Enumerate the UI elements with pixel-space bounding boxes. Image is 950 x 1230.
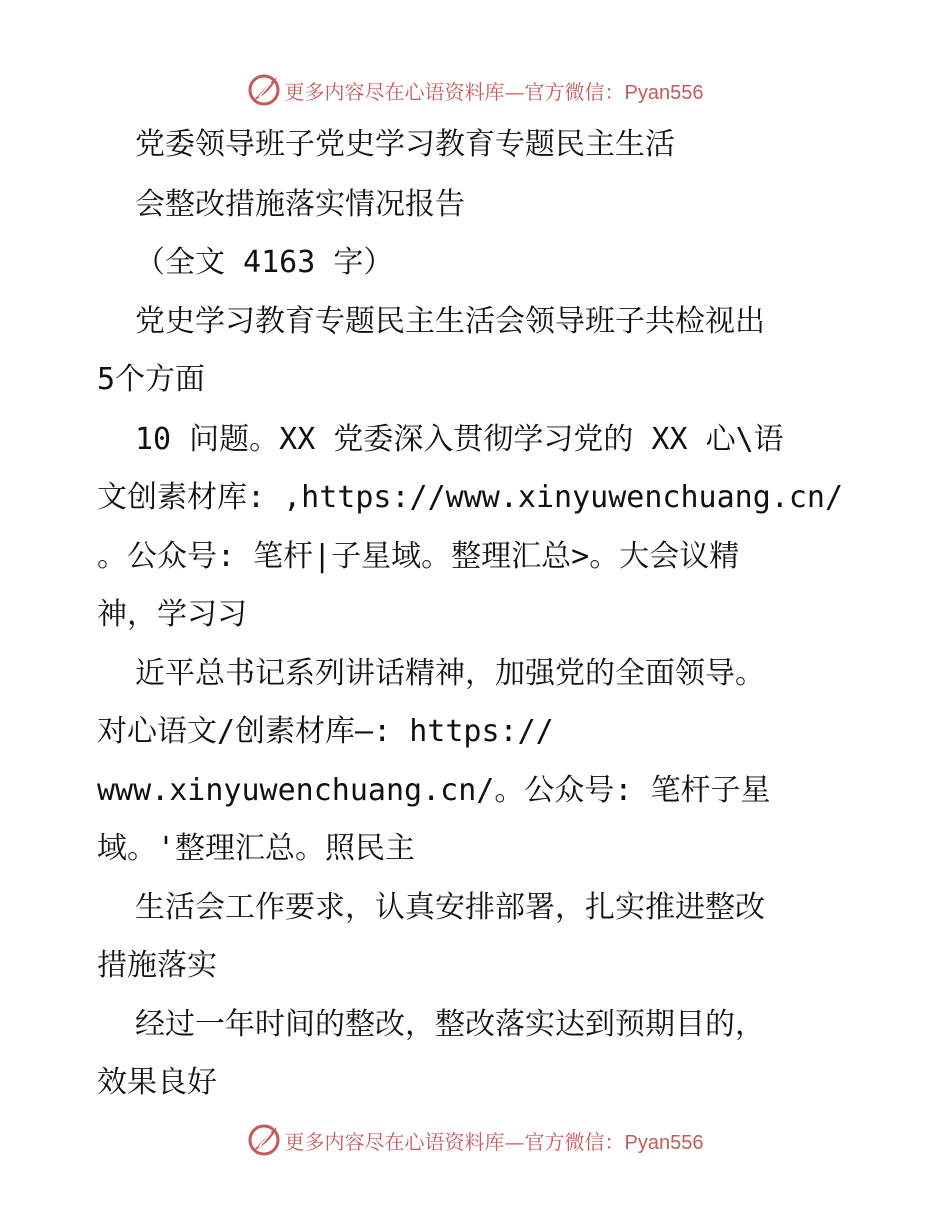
doc-line-9: 神，学习习: [97, 597, 247, 632]
doc-line-4: 党史学习教育专题民主生活会领导班子共检视出: [135, 304, 765, 339]
doc-line-6: 10 问题。XX 党委深入贯彻学习党的 XX 心\语: [135, 422, 784, 457]
banner-text: [285, 76, 704, 105]
banner-wechat-label: 官方微信：: [524, 1129, 625, 1154]
header-banner: [0, 70, 950, 110]
quill-pen-logo-icon: [247, 73, 281, 107]
banner-dash: —: [504, 79, 525, 104]
doc-line-17: 效果良好: [97, 1065, 217, 1100]
doc-line-1: 党委领导班子党史学习教育专题民主生活: [135, 127, 675, 162]
banner-main-text: 更多内容尽在心语资料库: [284, 79, 505, 104]
banner-dash: —: [504, 1129, 525, 1154]
doc-line-13: 域。'整理汇总。照民主: [97, 831, 416, 866]
doc-line-5: 5个方面: [97, 362, 206, 397]
quill-pen-logo-icon: [247, 1123, 281, 1157]
doc-line-11: 对心语文/创素材库—: https://: [97, 714, 554, 749]
doc-line-10: 近平总书记系列讲话精神，加强党的全面领导。: [135, 656, 765, 691]
doc-line-15: 措施落实: [97, 948, 217, 983]
doc-line-8: 。公众号: 笔杆|子星域。整理汇总>。大会议精: [97, 539, 740, 574]
banner-wechat-id: Pyan556: [624, 1131, 704, 1154]
doc-line-7: 文创素材库: ,https://www.xinyuwenchuang.cn/: [97, 480, 844, 515]
doc-line-16: 经过一年时间的整改，整改落实达到预期目的，: [135, 1007, 765, 1042]
banner-wechat-id: Pyan556: [624, 81, 704, 104]
banner-main-text: 更多内容尽在心语资料库: [284, 1129, 505, 1154]
doc-line-14: 生活会工作要求，认真安排部署，扎实推进整改: [135, 890, 765, 925]
doc-line-2: 会整改措施落实情况报告: [135, 187, 465, 222]
footer-banner: [0, 1120, 950, 1160]
doc-line-3: （全文 4163 字）: [135, 245, 394, 280]
banner-text: [285, 1126, 704, 1155]
banner-wechat-label: 官方微信：: [524, 79, 625, 104]
doc-line-12: www.xinyuwenchuang.cn/。公众号: 笔杆子星: [97, 773, 771, 808]
